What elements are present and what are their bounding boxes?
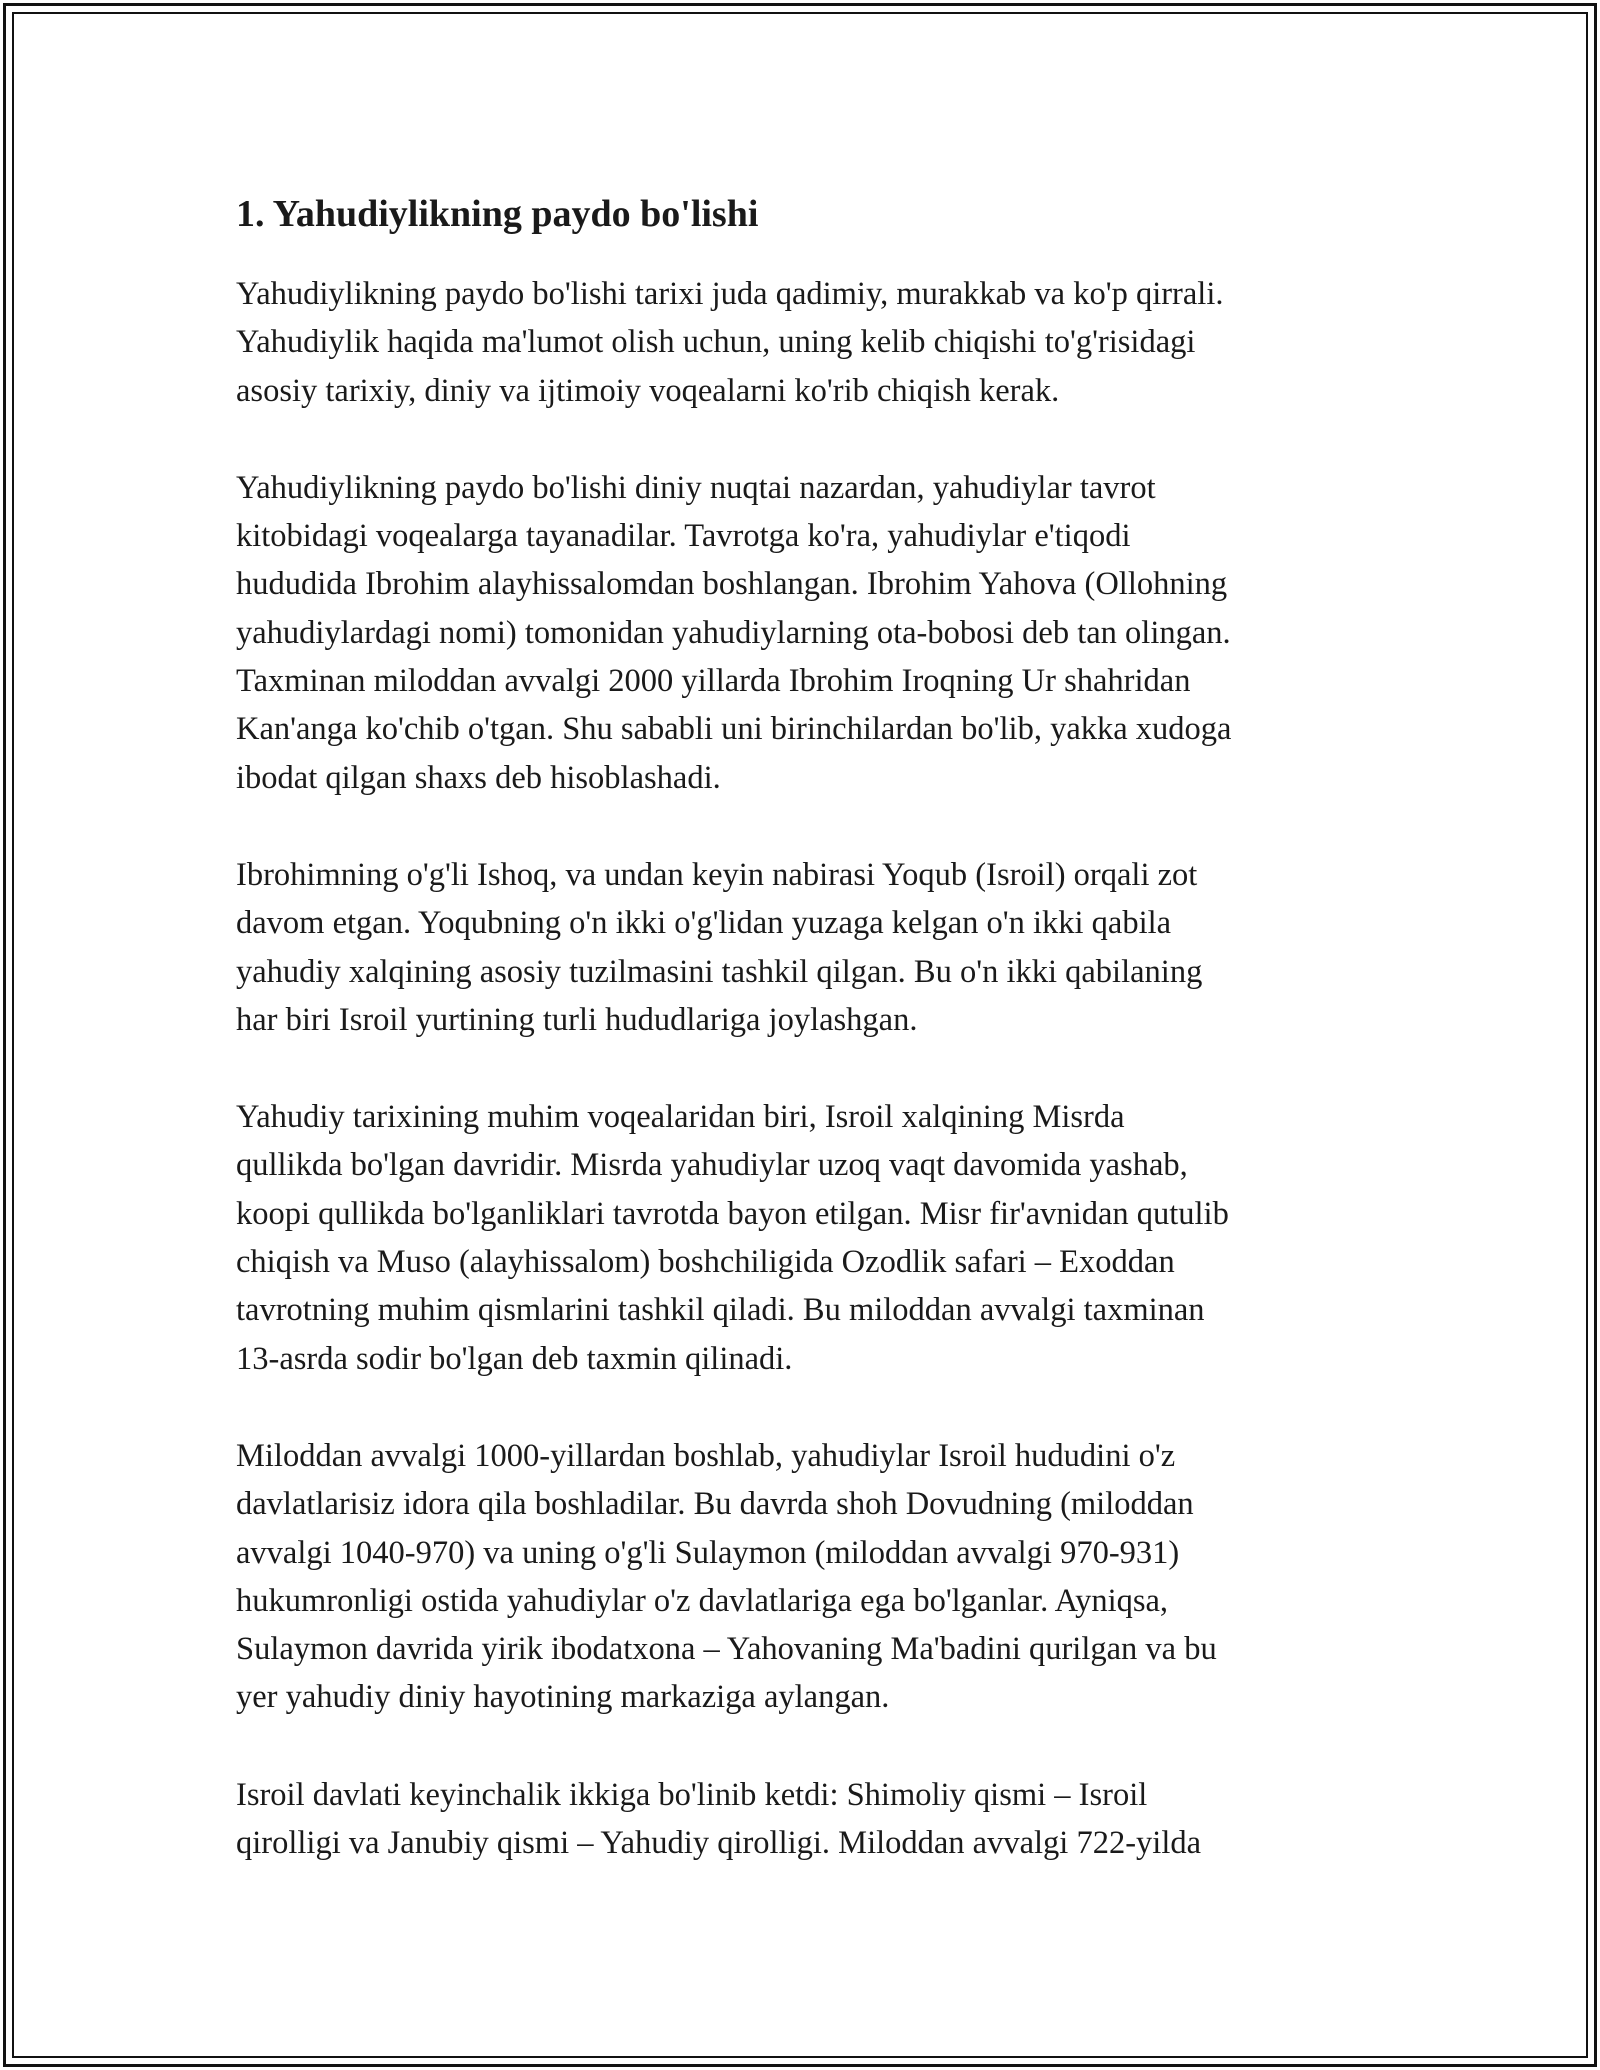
text-line: davom etgan. Yoqubning o'n ikki o'g'lidan yuzaga kelgan o'n ikki qabila (236, 905, 1172, 942)
text-line: Taxminan miloddan avvalgi 2000 yillarda Ibrohim Iroqning Ur shahridan (236, 663, 1191, 700)
text-line: tavrotning muhim qismlarini tashkil qiladi. Bu miloddan avvalgi taxminan (236, 1292, 1205, 1329)
text-line: qirolligi va Janubiy qismi – Yahudiy qirolligi. Miloddan avvalgi 722-yilda (236, 1825, 1202, 1862)
paragraph-1 (236, 270, 1366, 415)
text-line: davlatlarisiz idora qila boshladilar. Bu davrda shoh Dovudning (miloddan (236, 1486, 1194, 1523)
text-line: yer yahudiy diniy hayotining markaziga aylangan. (236, 1679, 890, 1716)
text-line: ibodat qilgan shaxs deb hisoblashadi. (236, 759, 721, 796)
text-line: asosiy tarixiy, diniy va ijtimoiy voqealarni ko'rib chiqish kerak. (236, 372, 1060, 409)
text-line: yahudiylardagi nomi) tomonidan yahudiylarning ota-bobosi deb tan olingan. (236, 614, 1231, 651)
section-heading: 1. Yahudiylikning paydo bo'lishi (236, 193, 759, 235)
paragraph-6 (236, 1771, 1366, 1868)
document-body (236, 185, 1366, 1916)
text-line: har biri Isroil yurtining turli hududlariga joylashgan. (236, 1001, 918, 1038)
text-line: Kan'anga ko'chib o'tgan. Shu sababli uni birinchilardan bo'lib, yakka xudoga (236, 711, 1232, 748)
text-line: koopi qullikda bo'lganliklari tavrotda bayon etilgan. Misr fir'avnidan qutulib (236, 1195, 1229, 1232)
text-line: Yahudiylikning paydo bo'lishi diniy nuqtai nazardan, yahudiylar tavrot (236, 469, 1156, 506)
text-line: Isroil davlati keyinchalik ikkiga bo'linib ketdi: Shimoliy qismi – Isroil (236, 1776, 1148, 1813)
text-line: hukumronligi ostida yahudiylar o'z davlatlariga ega bo'lganlar. Ayniqsa, (236, 1582, 1169, 1619)
text-line: 13-asrda sodir bo'lgan deb taxmin qilinadi. (236, 1340, 793, 1377)
text-line: qullikda bo'lgan davridir. Misrda yahudiylar uzoq vaqt davomida yashab, (236, 1147, 1188, 1184)
paragraph-2 (236, 464, 1366, 802)
text-line: avvalgi 1040-970) va uning o'g'li Sulaymon (miloddan avvalgi 970-931) (236, 1534, 1180, 1571)
text-line: Ibrohimning o'g'li Ishoq, va undan keyin nabirasi Yoqub (Isroil) orqali zot (236, 856, 1198, 893)
text-line: Yahudiy tarixining muhim voqealaridan biri, Isroil xalqining Misrda (236, 1099, 1125, 1136)
text-line: yahudiy xalqining asosiy tuzilmasini tashkil qilgan. Bu o'n ikki qabilaning (236, 953, 1203, 990)
paragraph-5 (236, 1432, 1366, 1722)
text-line: Sulaymon davrida yirik ibodatxona – Yahovaning Ma'badini qurilgan va bu (236, 1631, 1217, 1668)
text-line: Yahudiylik haqida ma'lumot olish uchun, uning kelib chiqishi to'g'risidagi (236, 324, 1196, 361)
text-line: chiqish va Muso (alayhissalom) boshchiligida Ozodlik safari – Exoddan (236, 1244, 1175, 1281)
text-line: hududida Ibrohim alayhissalomdan boshlangan. Ibrohim Yahova (Ollohning (236, 566, 1228, 603)
text-line: kitobidagi voqealarga tayanadilar. Tavrotga ko'ra, yahudiylar e'tiqodi (236, 518, 1131, 555)
paragraph-4 (236, 1093, 1366, 1383)
text-line: Yahudiylikning paydo bo'lishi tarixi juda qadimiy, murakkab va ko'p qirrali. (236, 276, 1224, 312)
paragraph-3 (236, 851, 1366, 1044)
text-line: Miloddan avvalgi 1000-yillardan boshlab, yahudiylar Isroil hududini o'z (236, 1437, 1176, 1474)
